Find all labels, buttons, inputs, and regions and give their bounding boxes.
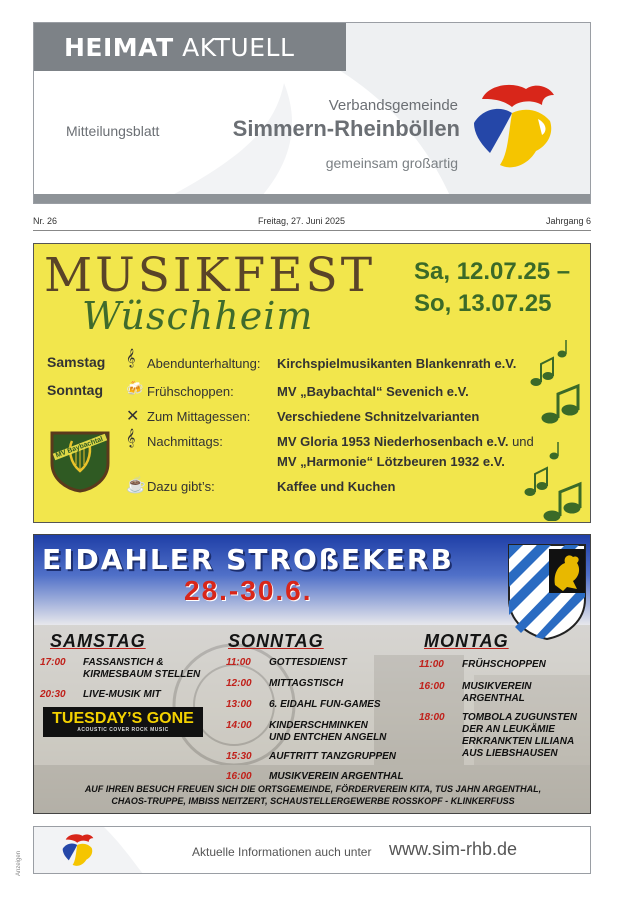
program-day: Samstag xyxy=(47,354,106,370)
kerb-event xyxy=(226,720,368,732)
cutlery-icon: ✕ xyxy=(126,408,140,425)
musikfest-ad xyxy=(33,243,591,523)
program-label: Nachmittags: xyxy=(147,434,223,449)
musikfest-date-start: Sa, 12.07.25 – xyxy=(414,258,571,285)
kerb-event-text: DER AN LEUKÄMIE xyxy=(462,724,555,735)
band-subtitle: ACOUSTIC COVER ROCK MUSIC xyxy=(77,727,169,733)
kerb-event-time: 16:00 xyxy=(419,681,445,692)
coffee-cup-icon: ☕ xyxy=(126,477,146,494)
kerb-event xyxy=(40,689,161,701)
kerb-event-text: UND ENTCHEN ANGELN xyxy=(269,732,387,743)
kerb-event xyxy=(40,657,164,669)
kerb-event-time: 14:00 xyxy=(226,720,252,731)
kerb-event xyxy=(226,678,343,690)
program-label: Zum Mittagessen: xyxy=(147,409,251,424)
issue-date: Freitag, 27. Juni 2025 xyxy=(258,216,346,226)
coat-of-arms-icon xyxy=(507,543,587,641)
kerb-event-time: 12:00 xyxy=(226,678,252,689)
music-notes-decoration xyxy=(522,336,591,521)
lion-logo-icon xyxy=(468,79,560,173)
kerb-event-text: FASSANSTICH & xyxy=(83,657,164,668)
kerb-day-monday: MONTAG xyxy=(424,631,509,651)
kerb-event-time: 13:00 xyxy=(226,699,252,710)
kerb-event-text: KIRMESBAUM STELLEN xyxy=(83,669,201,680)
kerb-event-text: MUSIKVEREIN xyxy=(462,681,532,692)
issue-number: Nr. 26 xyxy=(33,216,58,226)
kerb-event-text: AUS LIEBSHAUSEN xyxy=(462,748,558,759)
program-value: MV „Harmonie“ Lötzbeuren 1932 e.V. xyxy=(277,454,505,469)
masthead-title xyxy=(34,23,346,71)
kerb-event-text: MITTAGSTISCH xyxy=(269,678,344,689)
kerb-event-text: TOMBOLA ZUGUNSTEN xyxy=(462,712,577,723)
masthead-title-bold: HEIMAT xyxy=(64,33,174,62)
kerb-event xyxy=(226,751,396,763)
lion-logo-icon xyxy=(60,832,96,868)
footer-text: Aktuelle Informationen auch unter xyxy=(192,845,372,859)
kerb-event xyxy=(226,657,347,669)
program-value-suffix: und xyxy=(508,434,534,449)
program-value: Kaffee und Kuchen xyxy=(277,479,396,494)
program-day: Sonntag xyxy=(47,382,103,398)
program-value-text: MV Gloria 1953 Niederhosenbach e.V. xyxy=(277,434,509,449)
musikfest-location: Wüschheim xyxy=(82,294,314,338)
masthead-bottom-bar xyxy=(34,194,591,203)
strossekerb-ad xyxy=(33,534,591,814)
publication-type: Mitteilungsblatt xyxy=(66,123,160,139)
music-club-badge xyxy=(48,427,112,493)
kerb-title: EIDAHLER STROßEKERB xyxy=(42,543,454,576)
program-label: Dazu gibt’s: xyxy=(147,479,215,494)
kerb-event xyxy=(419,681,531,693)
kerb-event xyxy=(226,699,381,711)
kerb-sponsors xyxy=(34,783,591,807)
kerb-event-text: ARGENTHAL xyxy=(462,693,525,704)
org-name: Simmern-Rheinböllen xyxy=(232,116,460,141)
kerb-event-text: ERKRANKTEN LILIANA xyxy=(462,736,575,747)
masthead xyxy=(33,22,591,204)
kerb-event-time: 17:00 xyxy=(40,657,66,668)
badge-text: MV Baybachtal xyxy=(54,435,105,460)
org-slogan: gemeinsam großartig xyxy=(325,155,458,171)
kerb-event-time: 11:00 xyxy=(419,659,444,670)
kerb-event-text: FRÜHSCHOPPEN xyxy=(462,659,546,670)
program-value: Verschiedene Schnitzelvarianten xyxy=(277,409,480,424)
issue-volume: Jahrgang 6 xyxy=(545,216,591,226)
kerb-event-text: 6. EIDAHL FUN-GAMES xyxy=(269,699,381,710)
treble-clef-icon: 𝄞 xyxy=(126,430,136,447)
program-value: MV „Baybachtal“ Sevenich e.V. xyxy=(277,384,469,399)
band-logo xyxy=(43,707,203,737)
kerb-event xyxy=(419,659,546,671)
kerb-event-time: 20:30 xyxy=(40,689,66,700)
program-label: Abendunterhaltung: xyxy=(147,356,261,371)
treble-clef-icon: 𝄞 xyxy=(126,350,136,367)
musikfest-date-end: So, 13.07.25 xyxy=(414,290,552,317)
kerb-day-sunday: SONNTAG xyxy=(228,631,324,651)
kerb-event-time: 11:00 xyxy=(226,657,251,668)
kerb-event-time: 18:00 xyxy=(419,712,445,723)
kerb-event-text: LIVE-MUSIK MIT xyxy=(83,689,161,700)
kerb-event-time: 15:30 xyxy=(226,751,252,762)
kerb-event xyxy=(419,712,577,724)
kerb-event xyxy=(226,771,404,783)
beer-mugs-icon: 🍻 xyxy=(126,380,144,396)
kerb-day-saturday: SAMSTAG xyxy=(50,631,146,651)
program-value: Kirchspielmusikanten Blankenrath e.V. xyxy=(277,356,517,371)
program-value xyxy=(277,434,534,449)
kerb-event-text: MUSIKVEREIN ARGENTHAL xyxy=(269,771,404,782)
kerb-dates: 28.-30.6. xyxy=(184,575,313,606)
kerb-sponsors-line-1: AUF IHREN BESUCH FREUEN SICH DIE ORTSGEMEINDE, FÖRDERVEREIN KITA, TUS JAHN ARGENTHAL, xyxy=(84,784,542,794)
issue-info-line xyxy=(33,215,591,231)
band-name: TUESDAY’S GONE xyxy=(52,710,194,727)
musikfest-title: MUSIKFEST xyxy=(44,248,376,303)
kerb-event-time: 16:00 xyxy=(226,771,252,782)
program-label: Frühschoppen: xyxy=(147,384,234,399)
website-link[interactable]: www.sim-rhb.de xyxy=(389,839,518,859)
masthead-title-light: AKTUELL xyxy=(182,33,295,62)
ad-side-label: Anzeigen xyxy=(16,850,22,876)
kerb-sponsors-line-2: CHAOS-TRUPPE, IMBISS NEITZERT, SCHAUSTELLERGEWERBE ROSSKOPF - KLINKERFUSS xyxy=(111,796,515,806)
footer-banner xyxy=(33,826,591,874)
kerb-event-text: KINDERSCHMINKEN xyxy=(269,720,368,731)
kerb-event-text: AUFTRITT TANZGRUPPEN xyxy=(269,751,397,762)
kerb-event-text: GOTTESDIENST xyxy=(269,657,347,668)
org-label: Verbandsgemeinde xyxy=(328,97,458,114)
